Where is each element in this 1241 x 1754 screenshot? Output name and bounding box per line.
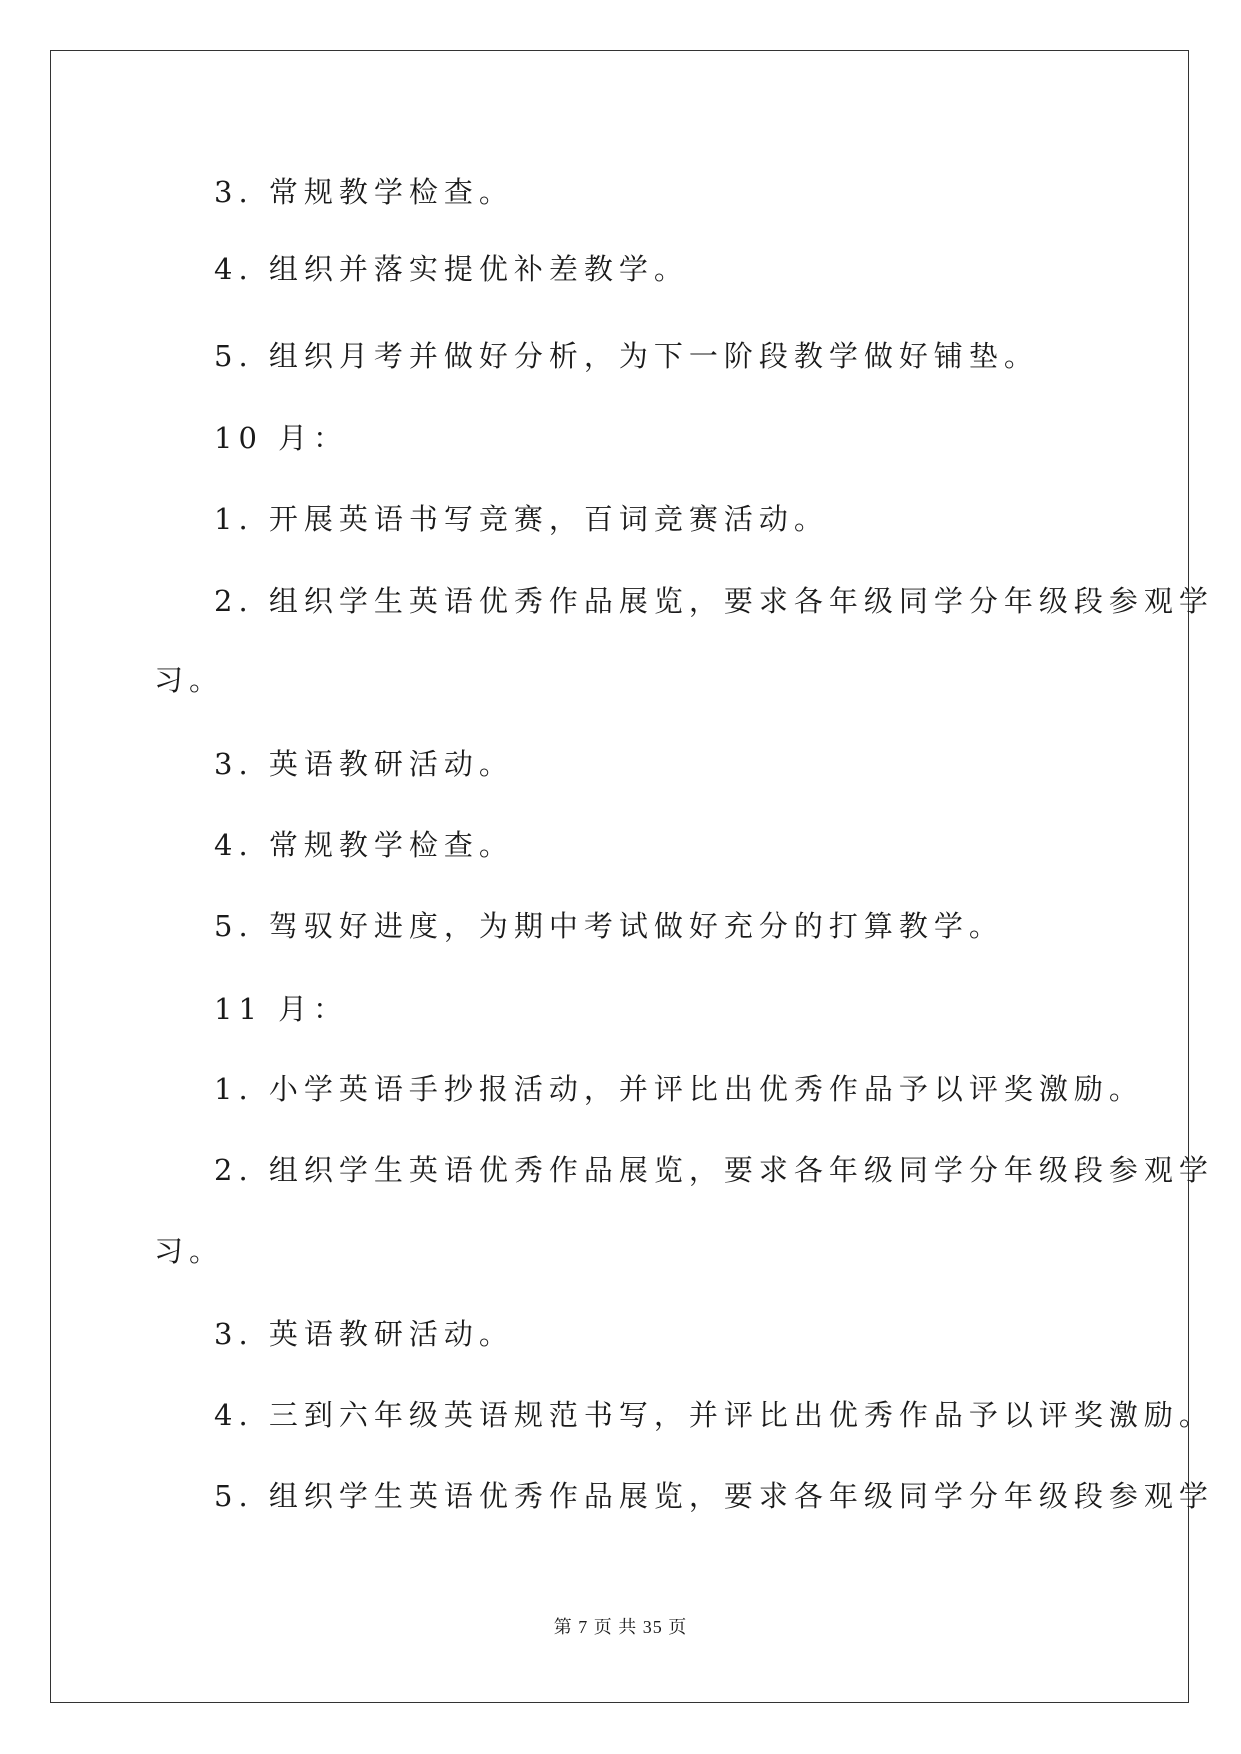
- text-line: 习。: [154, 1234, 225, 1268]
- text-line: 3. 英语教研活动。: [214, 1317, 514, 1351]
- text-line: 3. 常规教学检查。: [214, 175, 514, 209]
- section-heading: 11 月：: [214, 992, 349, 1026]
- text-line: 4. 三到六年级英语规范书写，并评比出优秀作品予以评奖激励。: [214, 1398, 1214, 1432]
- text-line: 5. 组织月考并做好分析，为下一阶段教学做好铺垫。: [214, 339, 1039, 373]
- section-heading: 10 月：: [214, 421, 349, 455]
- text-line: 5. 组织学生英语优秀作品展览，要求各年级同学分年级段参观学: [214, 1479, 1214, 1513]
- text-line: 2. 组织学生英语优秀作品展览，要求各年级同学分年级段参观学: [214, 584, 1214, 618]
- text-line: 2. 组织学生英语优秀作品展览，要求各年级同学分年级段参观学: [214, 1153, 1214, 1187]
- text-line: 1. 小学英语手抄报活动，并评比出优秀作品予以评奖激励。: [214, 1072, 1144, 1106]
- text-line: 4. 组织并落实提优补差教学。: [214, 252, 689, 286]
- text-line: 3. 英语教研活动。: [214, 747, 514, 781]
- page-footer: 第 7 页 共 35 页: [553, 1617, 688, 1637]
- text-line: 1. 开展英语书写竞赛，百词竞赛活动。: [214, 502, 829, 536]
- text-line: 4. 常规教学检查。: [214, 828, 514, 862]
- text-line: 5. 驾驭好进度，为期中考试做好充分的打算教学。: [214, 909, 1004, 943]
- text-line: 习。: [154, 663, 225, 697]
- page-border: [50, 50, 1189, 1703]
